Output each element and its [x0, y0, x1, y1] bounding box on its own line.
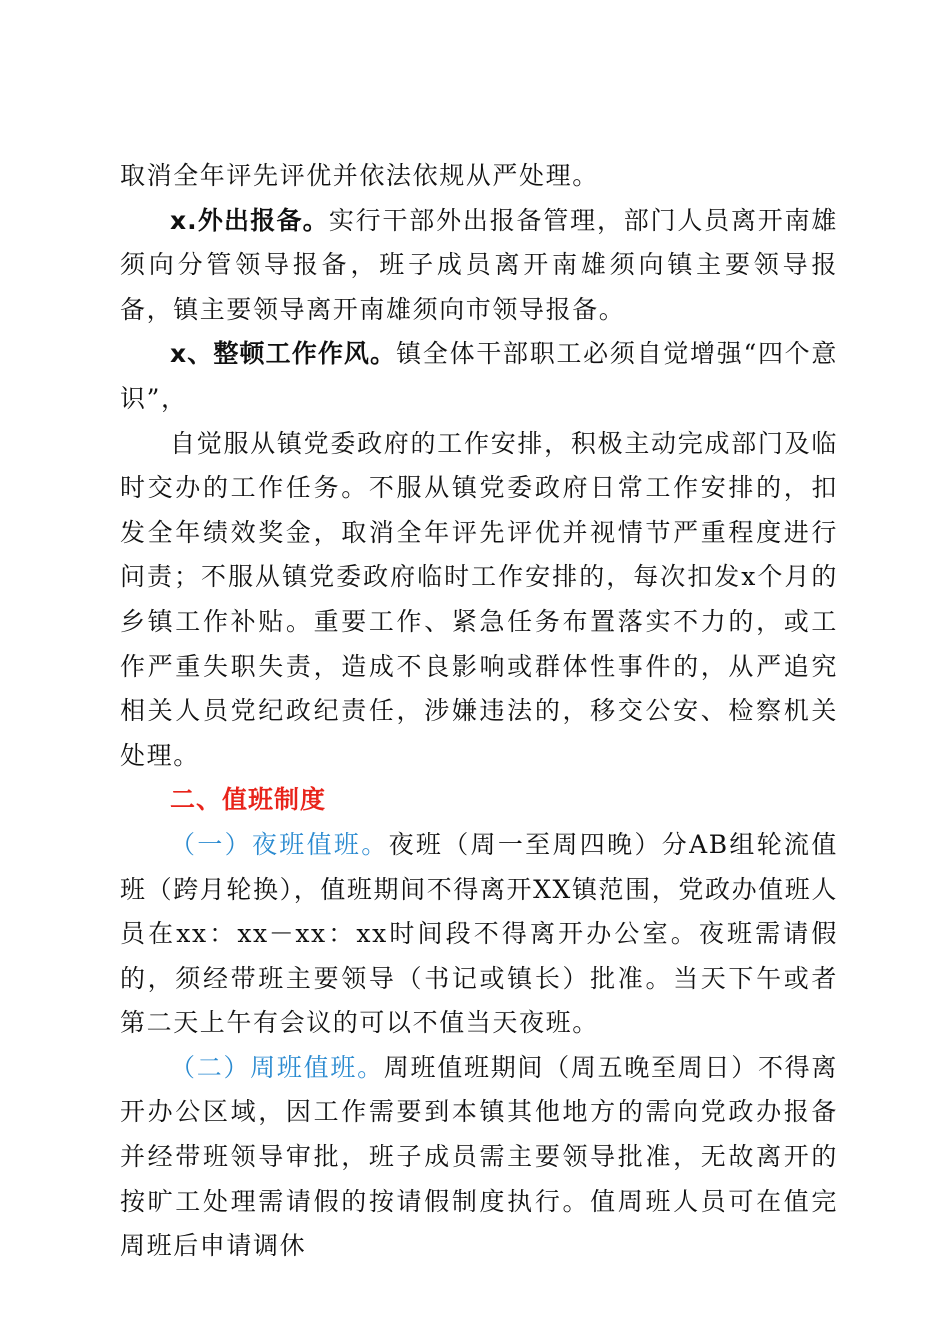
night-shift-paragraph: [120, 823, 838, 1046]
document-body: [120, 154, 838, 1269]
section-two-heading: 二、值班制度: [170, 785, 327, 815]
week-shift-heading: （二）周班值班。: [170, 1052, 384, 1082]
rectify-paragraph: [120, 332, 838, 421]
night-shift-body: 夜班（周一至周四晚）分AB组轮流值班（跨月轮换），值班期间不得离开XX镇范围，党政办值班人员在xx：xx－xx：xx时间段不得离开办公室。夜班需请假的，须经带班主要领导（书记或镇长）批准。当天下午或者第二天上午有会议的可以不值当天夜班。: [120, 829, 838, 1038]
out-report-body: 实行干部外出报备管理，部门人员离开南雄须向分管领导报备，班子成员离开南雄须向镇主要领导报备，镇主要领导离开南雄须向市领导报备。: [120, 205, 839, 324]
section-two-paragraph: [120, 778, 838, 823]
obey-paragraph: [120, 422, 838, 779]
rectify-heading: x、整顿工作作风。: [170, 339, 397, 369]
out-report-heading: x.外出报备。: [170, 205, 329, 235]
night-shift-heading: （一）夜班值班。: [170, 829, 389, 859]
week-shift-paragraph: [120, 1046, 838, 1269]
obey-text: 自觉服从镇党委政府的工作安排，积极主动完成部门及临时交办的工作任务。不服从镇党委政府日常工作安排的，扣发全年绩效奖金，取消全年评先评优并视情节严重程度进行问责；不服从镇党委政府临时工作安排的，每次扣发x个月的乡镇工作补贴。重要工作、紧急任务布置落实不力的，或工作严重失职失责，造成不良影响或群体性事件的，从严追究相关人员党纪政纪责任，涉嫌违法的，移交公安、检察机关处理。: [120, 428, 838, 770]
week-shift-body: 周班值班期间（周五晚至周日）不得离开办公区域，因工作需要到本镇其他地方的需向党政办报备并经带班领导审批，班子成员需主要领导批准，无故离开的按旷工处理需请假的按请假制度执行。值周班人员可在值完周班后申请调休: [120, 1052, 838, 1261]
rectify-body: 镇全体干部职工必须自觉增强“四个意识”，: [120, 339, 838, 413]
continuation-text: 取消全年评先评优并依法依规从严处理。: [120, 161, 599, 190]
out-report-paragraph: [120, 199, 838, 333]
continuation-paragraph: [120, 154, 838, 199]
